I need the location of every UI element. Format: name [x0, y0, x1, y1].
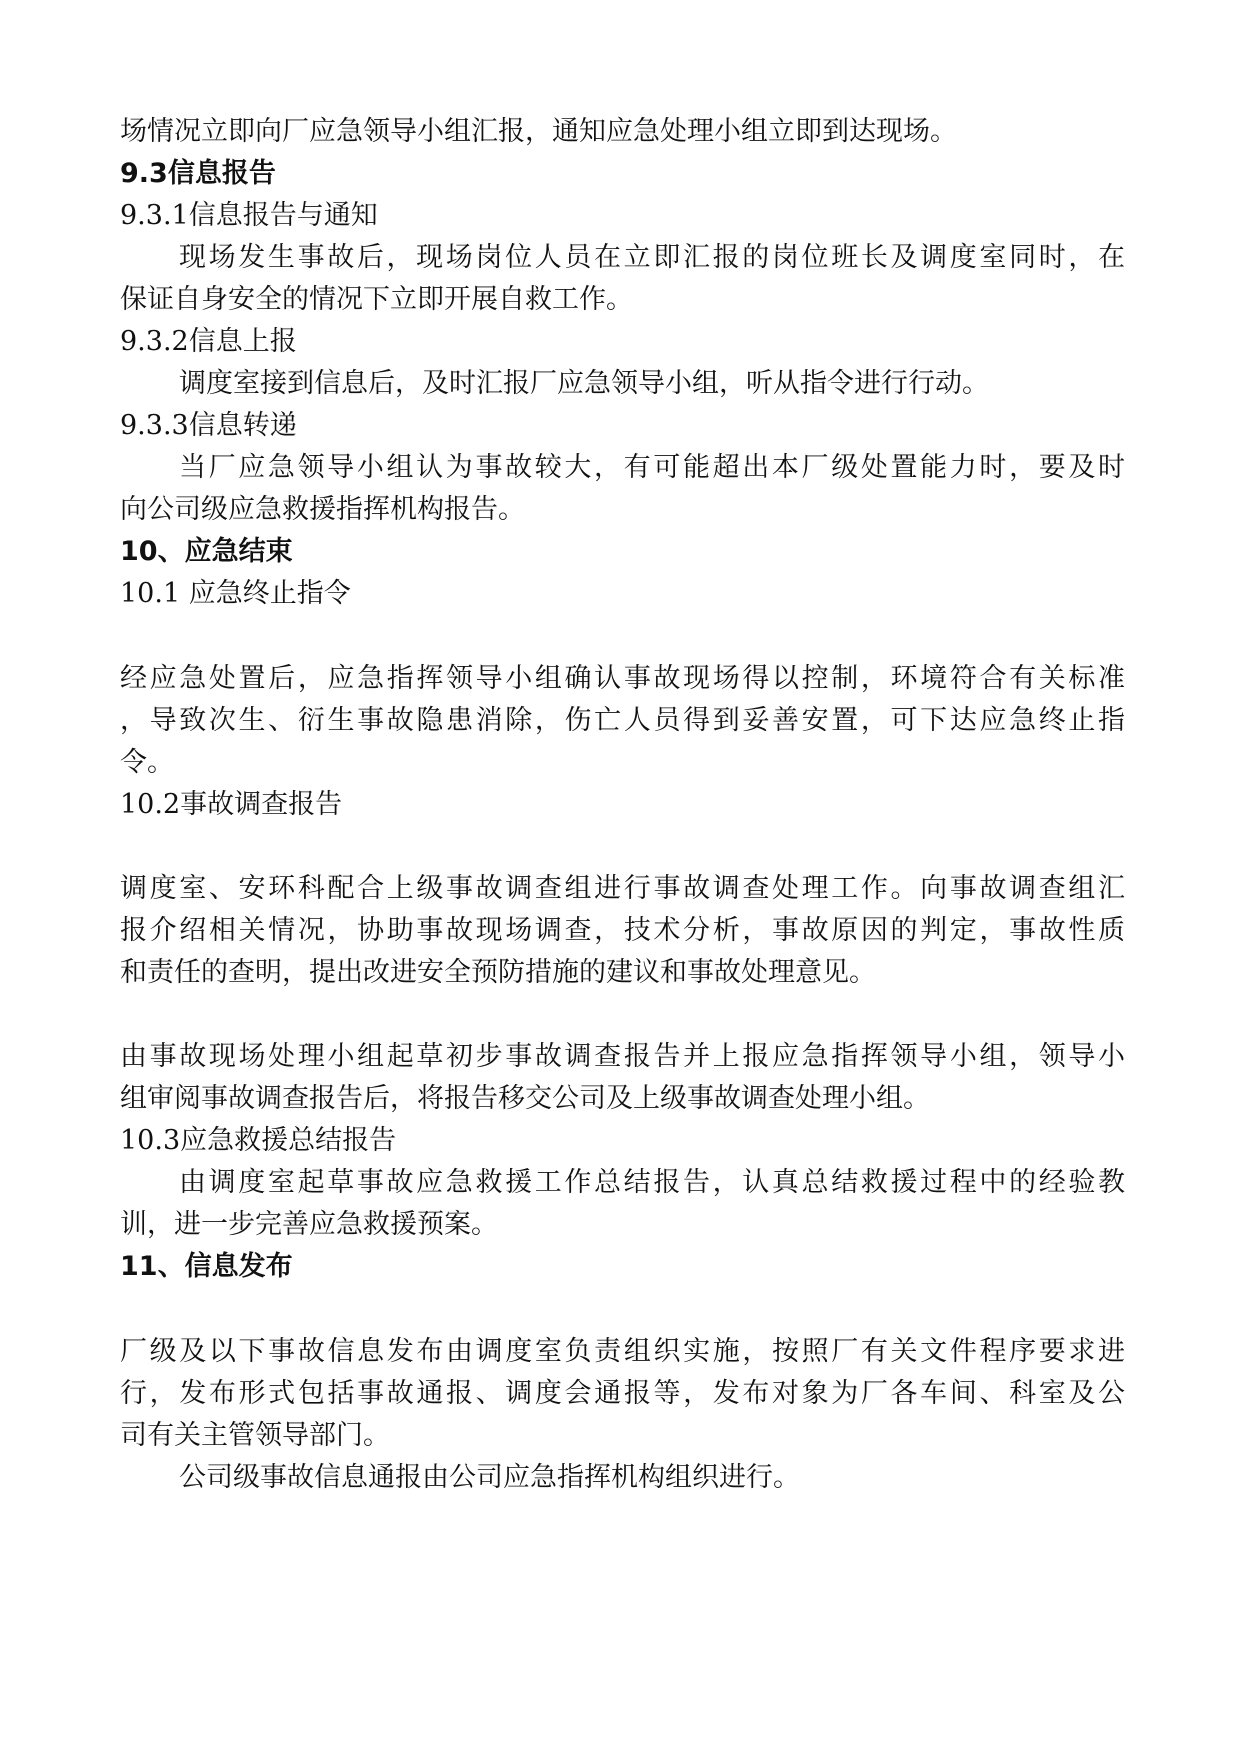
section-heading: 11、信息发布	[120, 1251, 293, 1282]
paragraph-line: 现场发生事故后，现场岗位人员在立即汇报的岗位班长及调度室同时，在	[179, 242, 1125, 273]
paragraph-line: 调度室、安环科配合上级事故调查组进行事故调查处理工作。向事故调查组汇	[120, 873, 1125, 904]
paragraph-line: 保证自身安全的情况下立即开展自救工作。	[120, 284, 633, 315]
paragraph-line: 公司级事故信息通报由公司应急指挥机构组织进行。	[179, 1462, 800, 1493]
paragraph-line: ，导致次生、衍生事故隐患消除，伤亡人员得到妥善安置，可下达应急终止指	[120, 705, 1125, 736]
paragraph-line: 训，进一步完善应急救援预案。	[120, 1209, 498, 1240]
paragraph-line: 和责任的查明，提出改进安全预防措施的建议和事故处理意见。	[120, 957, 876, 988]
subsection-heading: 10.3应急救援总结报告	[120, 1125, 397, 1156]
paragraph-line: 向公司级应急救援指挥机构报告。	[120, 494, 525, 525]
paragraph-line: 调度室接到信息后，及时汇报厂应急领导小组，听从指令进行行动。	[179, 368, 989, 399]
paragraph-line: 组审阅事故调查报告后，将报告移交公司及上级事故调查处理小组。	[120, 1083, 930, 1114]
subsection-heading: 10.1 应急终止指令	[120, 578, 351, 609]
subsection-heading: 9.3.2信息上报	[120, 326, 297, 357]
section-heading: 9.3信息报告	[120, 158, 276, 189]
paragraph-line: 报介绍相关情况，协助事故现场调查，技术分析，事故原因的判定，事故性质	[120, 915, 1125, 946]
paragraph-line: 行，发布形式包括事故通报、调度会通报等，发布对象为厂各车间、科室及公	[120, 1378, 1125, 1409]
paragraph-line: 厂级及以下事故信息发布由调度室负责组织实施，按照厂有关文件程序要求进	[120, 1336, 1125, 1367]
paragraph-line: 司有关主管领导部门。	[120, 1420, 390, 1451]
paragraph-line: 当厂应急领导小组认为事故较大，有可能超出本厂级处置能力时，要及时	[179, 452, 1125, 483]
paragraph-line: 场情况立即向厂应急领导小组汇报，通知应急处理小组立即到达现场。	[120, 116, 957, 147]
section-heading: 10、应急结束	[120, 536, 293, 567]
subsection-heading: 9.3.1信息报告与通知	[120, 200, 378, 231]
subsection-heading: 10.2事故调查报告	[120, 789, 343, 820]
paragraph-line: 经应急处置后，应急指挥领导小组确认事故现场得以控制，环境符合有关标准	[120, 663, 1125, 694]
subsection-heading: 9.3.3信息转递	[120, 410, 297, 441]
paragraph-line: 由调度室起草事故应急救援工作总结报告，认真总结救援过程中的经验教	[179, 1167, 1125, 1198]
paragraph-line: 由事故现场处理小组起草初步事故调查报告并上报应急指挥领导小组，领导小	[120, 1041, 1125, 1072]
paragraph-line: 令。	[120, 747, 174, 778]
